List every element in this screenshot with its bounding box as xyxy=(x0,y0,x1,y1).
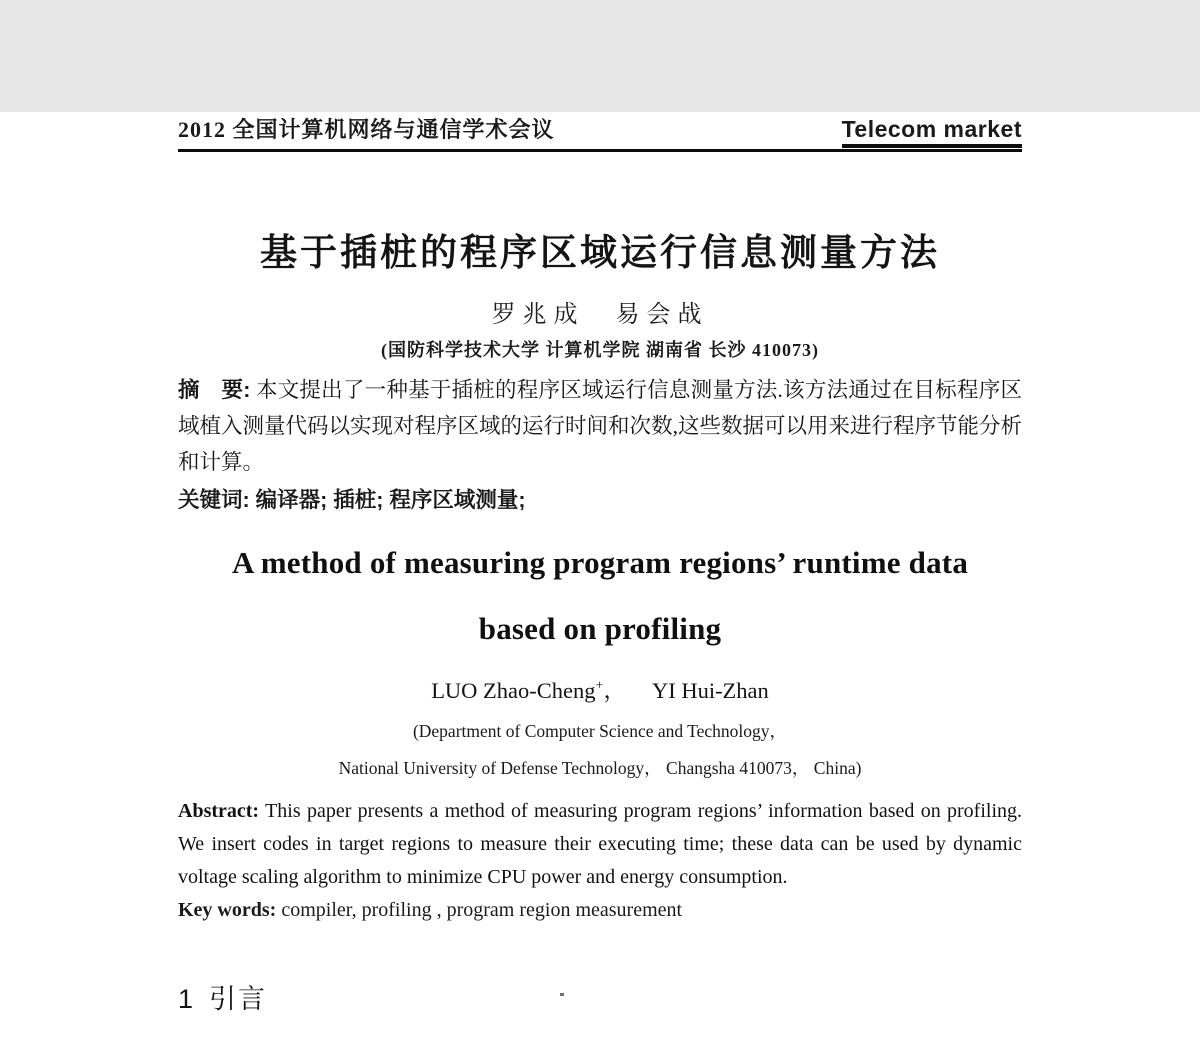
paper-title-cn: 基于插桩的程序区域运行信息测量方法 xyxy=(260,232,940,273)
abstract-en-label: Abstract: xyxy=(178,800,260,822)
scanned-paper-page xyxy=(0,112,1200,1048)
affiliation-cn: (国防科学技术大学 计算机学院 湖南省 长沙 410073) xyxy=(381,340,819,360)
authors-separator: ， xyxy=(603,678,626,703)
scan-speck xyxy=(560,993,564,996)
keywords-cn-text: 编译器; 插桩; 程序区域测量; xyxy=(255,488,526,512)
section-title: 引言 xyxy=(209,984,268,1014)
conference-name: 2012 全国计算机网络与通信学术会议 xyxy=(178,117,555,142)
paper-title-en-line2: based on profiling xyxy=(478,611,722,646)
keywords-en-text: compiler, profiling , program region measurement xyxy=(281,899,683,921)
section-1-heading xyxy=(178,977,1022,1016)
author-affiliation-marker: + xyxy=(595,678,604,694)
affiliation-en-line1: (Department of Computer Science and Technology， xyxy=(412,721,788,741)
abstract-en-text: This paper presents a method of measuring program regions’ information based on profiling. We insert codes in target regions to measure their executing time; these data can be used by dynamic voltage scaling algorithm to minimize CPU power and energy consumption. xyxy=(178,800,1023,888)
authors-en xyxy=(178,673,1022,705)
keywords-cn-label: 关键词: xyxy=(178,488,250,512)
authors-cn: 罗兆成 易会战 xyxy=(491,302,709,328)
page-header xyxy=(178,112,1022,152)
abstract-cn-text: 本文提出了一种基于插桩的程序区域运行信息测量方法.该方法通过在目标程序区域植入测量代码以实现对程序区域的运行时间和次数,这些数据可以用来进行程序节能分析和计算。 xyxy=(178,378,1022,474)
abstract-en xyxy=(178,795,1022,894)
author-en-second: YI Hui-Zhan xyxy=(651,678,769,703)
journal-name: Telecom market xyxy=(842,116,1022,148)
keywords-cn xyxy=(178,483,1022,517)
abstract-cn xyxy=(178,372,1022,480)
paper-title-en-line1: A method of measuring program regions’ runtime data xyxy=(231,545,969,580)
keywords-en-label: Key words: xyxy=(178,899,277,921)
affiliation-en-line2: National University of Defense Technology， Changsha 410073， China) xyxy=(338,758,862,778)
section-number: 1 xyxy=(178,984,194,1014)
author-en-first: LUO Zhao-Cheng xyxy=(431,678,596,703)
keywords-en xyxy=(178,894,1022,927)
abstract-cn-label: 摘 要: xyxy=(178,378,251,402)
